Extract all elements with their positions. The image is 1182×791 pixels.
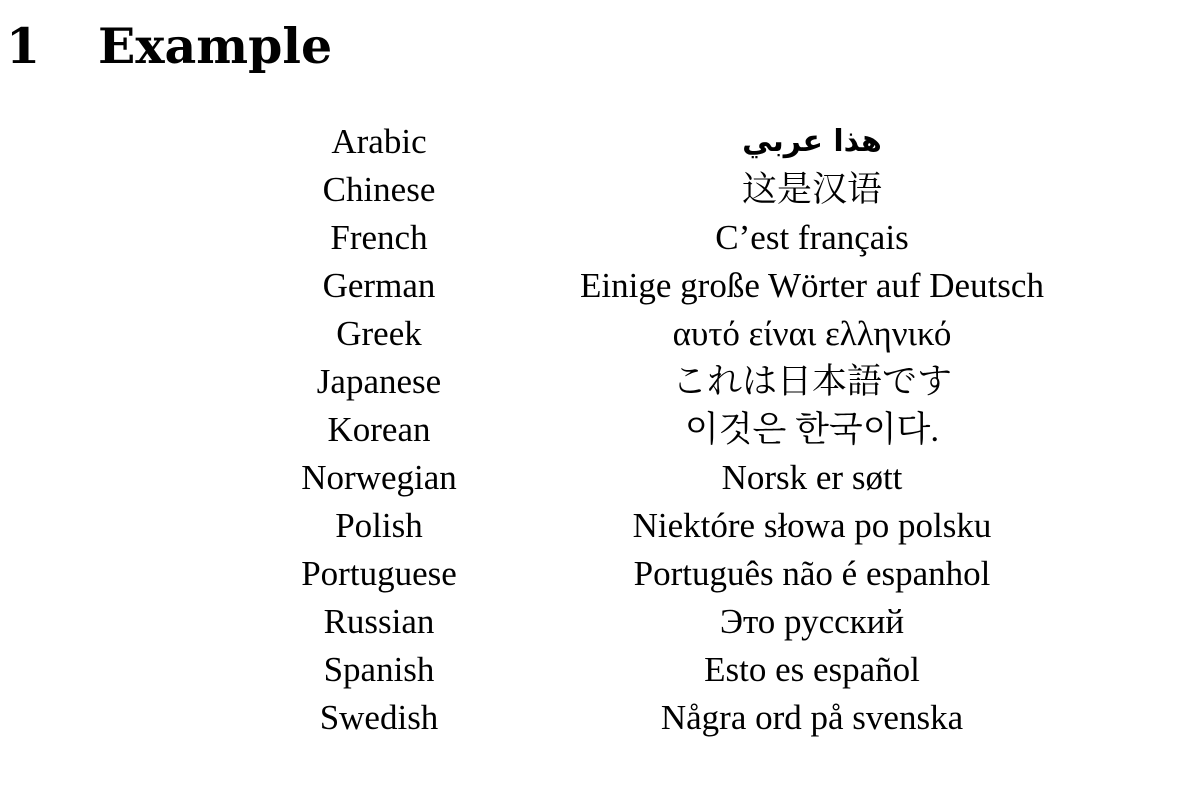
table-row [0,550,1182,598]
language-name: Greek [336,314,422,353]
language-sample: Português não é espanhol [633,554,991,593]
language-sample: C’est français [715,218,909,257]
language-sample: Några ord på svenska [660,698,964,737]
language-name: Japanese [316,362,442,401]
section-title: Example [98,17,333,75]
language-table [0,118,1182,742]
language-name: Korean [327,410,431,449]
language-sample: これは日本語です [671,362,952,401]
table-row [0,214,1182,262]
table-row [0,118,1182,166]
language-sample: 이것은 한국이다. [684,410,940,449]
language-sample: Это русский [719,602,905,641]
table-row [0,262,1182,310]
language-name: Spanish [323,650,435,689]
table-row [0,646,1182,694]
language-name: French [330,218,428,257]
language-sample: Esto es español [704,650,920,689]
language-sample: Niektóre słowa po polsku [632,506,992,545]
table-row [0,406,1182,454]
language-sample: 这是汉语 [741,170,882,209]
language-name: Arabic [331,122,427,161]
table-row [0,454,1182,502]
table-row [0,502,1182,550]
language-sample: هذا عربي [742,124,882,159]
language-name: German [322,266,436,305]
language-name: Russian [323,602,435,641]
table-row [0,598,1182,646]
language-name: Chinese [322,170,436,209]
table-row [0,166,1182,214]
language-name: Polish [335,506,423,545]
language-name: Portuguese [301,554,457,593]
table-row [0,310,1182,358]
section-number: 1 [6,17,41,75]
table-row [0,694,1182,742]
table-row [0,358,1182,406]
language-name: Norwegian [301,458,457,497]
language-sample: Norsk er søtt [721,458,903,497]
language-sample: Einige große Wörter auf Deutsch [580,266,1044,305]
language-name: Swedish [319,698,439,737]
language-sample: αυτό είναι ελληνικό [672,314,952,353]
section-heading [6,14,332,78]
